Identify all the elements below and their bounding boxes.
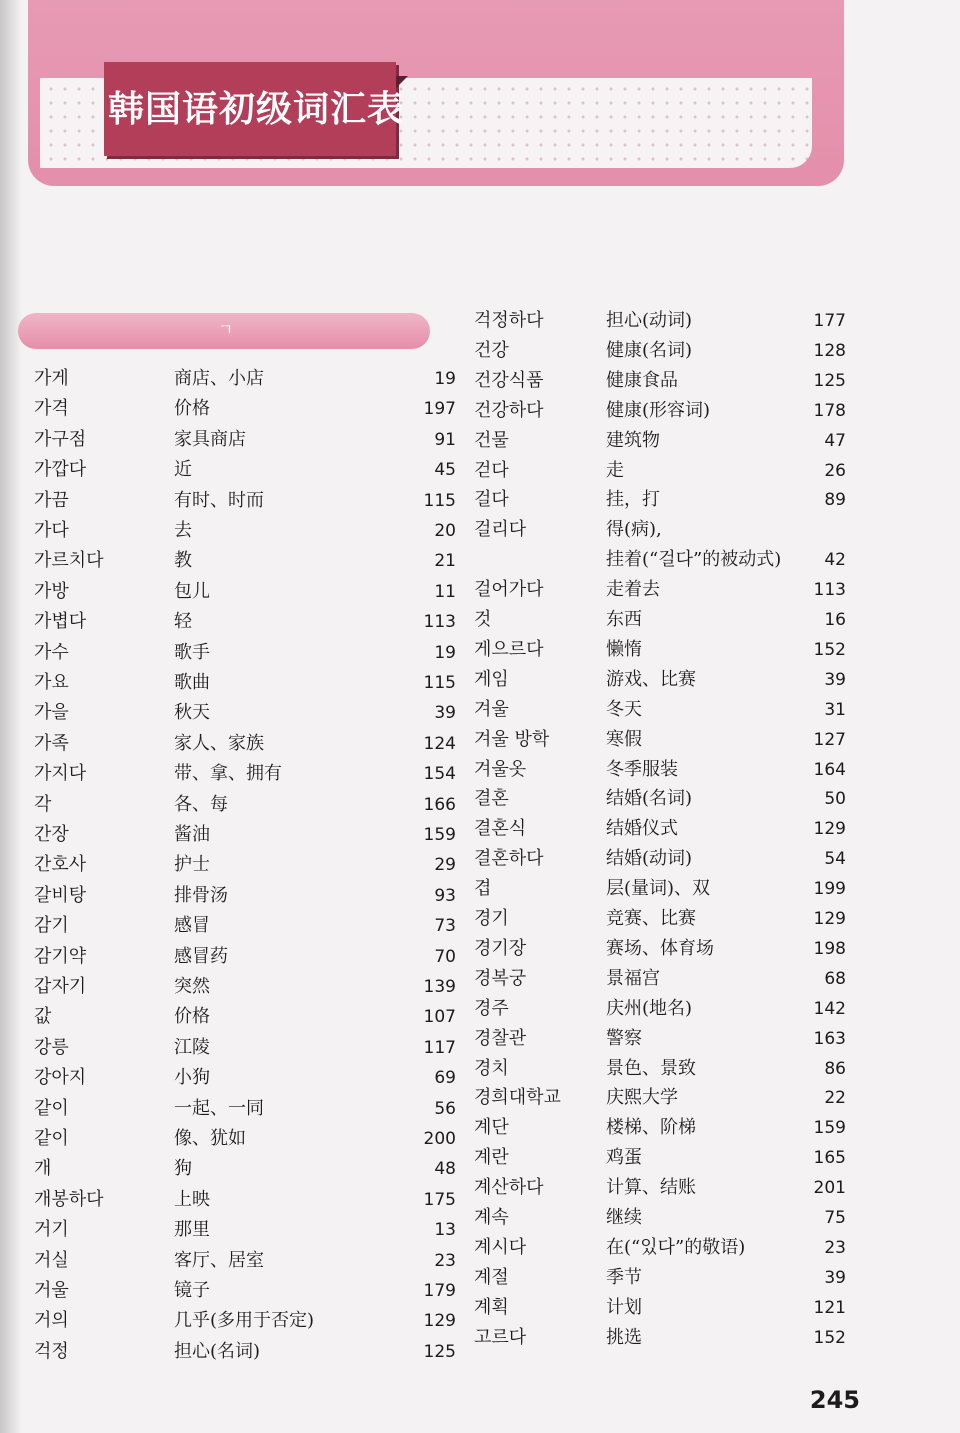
chinese-meaning: 健康(名词) [606,339,693,361]
chinese-meaning: 价格 [174,1006,210,1028]
chinese-meaning: 像、犹如 [174,1128,246,1149]
chinese-meaning: 一起、一同 [174,1097,264,1119]
word-entry [474,545,846,575]
chinese-meaning: 建筑物 [606,429,660,451]
page-reference: 165 [813,1148,846,1169]
word-entry [34,881,456,911]
chinese-meaning: 担心(名词) [174,1340,261,1362]
chinese-meaning: 客厅、居室 [174,1249,264,1271]
word-entry [474,725,846,755]
chinese-meaning: 季节 [606,1266,642,1288]
chinese-meaning: 几乎(多用于否定) [174,1310,315,1332]
korean-word: 걸어가다 [474,579,544,601]
korean-word: 거의 [34,1310,69,1332]
page-reference: 129 [813,909,846,929]
korean-word: 개봉하다 [34,1188,104,1210]
page-reference: 159 [423,825,456,845]
chinese-meaning: 结婚(动词) [606,848,693,870]
chinese-meaning: 上映 [174,1188,210,1210]
word-entry [474,336,846,366]
word-entry [474,456,846,486]
chinese-meaning: 担心(动词) [606,310,693,331]
word-entry [474,635,846,665]
word-entry [34,911,456,941]
korean-word: 경기 [474,908,509,929]
chinese-meaning: 近 [174,459,192,481]
word-entry [34,1094,456,1124]
korean-word: 가지다 [34,763,87,785]
chinese-meaning: 挑选 [606,1326,642,1348]
chinese-meaning: 冬天 [606,698,642,720]
word-entry [34,1337,456,1367]
chinese-meaning: 排骨汤 [174,884,228,906]
word-entry [474,665,846,695]
page-reference: 23 [434,1250,456,1271]
section-header-bar [18,313,430,349]
chinese-meaning: 寒假 [606,728,642,750]
word-entry [34,425,456,455]
word-entry [474,485,846,515]
korean-word: 가을 [34,702,69,724]
page-reference: 200 [423,1129,456,1149]
chinese-meaning: 感冒 [174,915,210,937]
word-entry [474,575,846,605]
page-reference: 152 [813,1327,846,1348]
page-reference: 197 [423,399,456,420]
page-reference: 39 [824,1267,846,1288]
page-reference: 69 [434,1068,456,1089]
korean-word: 결혼식 [474,818,527,840]
word-entry [34,516,456,546]
korean-word: 가깝다 [34,459,87,481]
korean-word: 가요 [34,672,69,693]
korean-word: 가끔 [34,489,69,511]
page-reference: 68 [824,968,846,989]
korean-word: 건강식품 [474,369,544,391]
page-reference: 125 [423,1341,456,1362]
word-entry [34,1276,456,1306]
page-reference: 20 [434,521,456,541]
word-entry [474,904,846,934]
korean-word: 거기 [34,1219,69,1241]
word-entry [474,605,846,635]
chinese-meaning: 江陵 [174,1036,210,1058]
word-entry [34,1063,456,1093]
word-entry [474,964,846,994]
chinese-meaning: 有时、时而 [174,489,264,511]
word-entry [474,1263,846,1293]
chinese-meaning: 镜子 [174,1280,210,1301]
korean-word: 계절 [474,1266,509,1288]
chinese-meaning: 歌手 [174,641,210,663]
page-reference: 125 [813,370,846,391]
chinese-meaning: 那里 [174,1219,210,1241]
word-entry [34,759,456,789]
korean-word: 값 [34,1006,52,1028]
page-reference: 31 [824,699,846,720]
korean-word: 건강하다 [474,399,544,421]
page-reference: 70 [434,946,456,967]
page-reference: 127 [813,729,846,750]
chinese-meaning: 包儿 [174,580,210,602]
chinese-meaning: 计划 [606,1296,642,1318]
page-reference: 19 [434,369,456,389]
chinese-meaning: 得(病), [606,519,662,541]
korean-word: 가르치다 [34,550,104,572]
page-reference: 179 [423,1281,456,1301]
chinese-meaning: 各、每 [174,793,228,815]
korean-word: 계산하다 [474,1177,544,1199]
word-entry [474,1143,846,1173]
chinese-meaning: 赛场、体育场 [606,937,714,959]
page-reference: 175 [423,1189,456,1210]
korean-word: 거울 [34,1280,69,1301]
chinese-meaning: 景色、景致 [606,1057,696,1079]
word-entry [34,364,456,394]
korean-word: 경기장 [474,937,527,959]
korean-word: 강아지 [34,1067,87,1089]
word-entry [34,1306,456,1336]
word-entry [34,942,456,972]
page-number: 245 [809,1386,860,1414]
korean-word: 간호사 [34,854,87,876]
word-entry [474,1083,846,1113]
chinese-meaning: 轻 [174,611,192,633]
page-reference: 73 [434,916,456,937]
word-entry [34,394,456,424]
word-entry [474,784,846,814]
korean-word: 경주 [474,997,509,1019]
page-reference: 124 [423,733,456,754]
korean-word: 갈비탕 [34,884,87,906]
word-entry [34,1033,456,1063]
page-reference: 39 [824,669,846,690]
page-reference: 26 [824,460,846,481]
word-entry [474,755,846,785]
chinese-meaning: 小狗 [174,1067,210,1089]
korean-word: 가게 [34,368,69,389]
page-reference: 75 [824,1208,846,1228]
chinese-meaning: 健康(形容词) [606,399,711,421]
page-reference: 39 [434,703,456,724]
word-entry [474,1203,846,1233]
page-reference: 56 [434,1098,456,1119]
word-entry [34,850,456,880]
page-reference: 13 [434,1220,456,1241]
word-entry [34,577,456,607]
korean-word: 겹 [474,878,492,900]
chinese-meaning: 警察 [606,1027,642,1049]
chinese-meaning: 走着去 [606,579,660,601]
word-entry [474,515,846,545]
page-reference: 86 [824,1058,846,1079]
korean-word: 가방 [34,580,69,602]
chinese-meaning: 家人、家族 [174,732,264,754]
page-reference: 178 [813,400,846,421]
korean-word: 개 [34,1158,52,1180]
korean-word: 같이 [34,1128,69,1149]
word-entry [34,1124,456,1154]
korean-word: 가구점 [34,428,87,450]
page-reference: 199 [813,879,846,900]
chinese-meaning: 家具商店 [174,428,246,450]
word-entry [474,1024,846,1054]
korean-word: 계단 [474,1117,509,1139]
page-reference: 113 [813,580,846,601]
korean-word: 계획 [474,1296,509,1318]
korean-word: 고르다 [474,1326,527,1348]
korean-word: 게임 [474,668,509,690]
word-entry [474,306,846,336]
chinese-meaning: 护士 [174,854,210,876]
page-reference: 50 [824,789,846,810]
page-reference: 91 [434,429,456,450]
word-entry [474,695,846,725]
chinese-meaning: 东西 [606,609,642,630]
page-reference: 163 [813,1028,846,1049]
korean-word: 건강 [474,339,509,361]
word-entry [34,729,456,759]
page-reference: 139 [423,977,456,997]
page-reference: 115 [423,673,456,693]
korean-word: 경희대학교 [474,1087,561,1109]
chinese-meaning: 在(“있다”的敬语) [606,1236,746,1258]
korean-word: 걷다 [474,459,509,481]
chinese-meaning: 景福宫 [606,967,660,989]
korean-word: 계시다 [474,1236,527,1258]
page-reference: 117 [423,1037,456,1058]
page-reference: 45 [434,460,456,481]
word-entry [34,1154,456,1184]
korean-word: 가다 [34,520,69,541]
chinese-meaning: 狗 [174,1158,192,1180]
word-entry [34,607,456,637]
chinese-meaning: 酱油 [174,824,210,845]
word-entry [474,1323,846,1353]
chinese-meaning: 层(量词)、双 [606,878,711,900]
page-reference: 152 [813,639,846,660]
korean-word: 감기약 [34,945,87,967]
chinese-meaning: 带、拿、拥有 [174,763,282,785]
chinese-meaning: 游戏、比赛 [606,668,696,690]
page-reference: 121 [813,1297,846,1318]
korean-word: 가족 [34,732,69,754]
page-reference: 201 [813,1178,846,1199]
chinese-meaning: 商店、小店 [174,368,264,389]
word-entry [474,1054,846,1084]
korean-word: 경복궁 [474,967,527,989]
chinese-meaning: 庆熙大学 [606,1087,678,1109]
page-reference: 198 [813,938,846,959]
word-entry [474,814,846,844]
page-reference: 42 [824,550,846,571]
word-entry [34,790,456,820]
chinese-meaning: 秋天 [174,702,210,724]
chinese-meaning: 歌曲 [174,672,210,693]
chinese-meaning: 懒惰 [606,638,642,660]
page-binding-shadow [0,0,22,1433]
korean-word: 가격 [34,398,69,420]
korean-word: 걱정하다 [474,310,544,331]
chinese-meaning: 教 [174,550,192,572]
korean-word: 거실 [34,1249,69,1271]
word-entry [34,638,456,668]
page-reference: 129 [423,1311,456,1332]
chinese-meaning: 冬季服装 [606,758,678,780]
page-reference: 54 [824,849,846,870]
chinese-meaning: 挂，打 [606,489,660,511]
page-reference: 47 [824,430,846,451]
chinese-meaning: 突然 [174,976,210,997]
korean-word: 걸다 [474,489,509,511]
chinese-meaning: 感冒药 [174,945,228,967]
word-entry [34,972,456,1002]
korean-word: 갑자기 [34,976,87,997]
word-entry [34,668,456,698]
word-entry [34,546,456,576]
page-reference: 11 [434,581,456,602]
chinese-meaning: 走 [606,459,624,481]
word-entry [474,1113,846,1143]
page-reference: 48 [434,1159,456,1180]
page-reference: 142 [813,998,846,1019]
chinese-meaning: 结婚仪式 [606,818,678,840]
chinese-meaning: 挂着(“걸다”的被动式) [606,549,782,571]
chinese-meaning: 楼梯、阶梯 [606,1117,696,1139]
korean-word: 계속 [474,1207,509,1228]
page-reference: 159 [813,1118,846,1139]
korean-word: 겨울 [474,698,509,720]
korean-word: 같이 [34,1097,69,1119]
chinese-meaning: 竞赛、比赛 [606,908,696,929]
korean-word: 걸리다 [474,519,527,541]
page-reference: 21 [434,551,456,572]
korean-word: 가수 [34,641,69,663]
page-reference: 107 [423,1007,456,1028]
page-reference: 113 [423,612,456,633]
chinese-meaning: 继续 [606,1207,642,1228]
korean-word: 경찰관 [474,1027,527,1049]
chinese-meaning: 庆州(地名) [606,997,693,1019]
page-reference: 93 [434,885,456,906]
word-entry [474,934,846,964]
page-reference: 19 [434,642,456,663]
word-entry [474,366,846,396]
korean-word: 것 [474,609,492,630]
korean-word: 감기 [34,915,69,937]
word-entry [474,994,846,1024]
word-entry [34,486,456,516]
chinese-meaning: 去 [174,520,192,541]
korean-word: 계란 [474,1147,509,1169]
chinese-meaning: 计算、结账 [606,1177,696,1199]
word-entry [474,1293,846,1323]
page-reference: 177 [813,311,846,331]
korean-word: 걱정 [34,1340,69,1362]
word-entry [474,1173,846,1203]
korean-word: 게으르다 [474,638,544,660]
korean-word: 겨울옷 [474,758,527,780]
korean-word: 결혼 [474,788,509,810]
chinese-meaning: 结婚(名词) [606,788,693,810]
korean-word: 각 [34,793,52,815]
page-reference: 16 [824,610,846,630]
word-entry [34,455,456,485]
word-entry [34,698,456,728]
page-reference: 154 [423,764,456,785]
page-reference: 115 [423,490,456,511]
word-entry [474,1233,846,1263]
page-reference: 166 [423,794,456,815]
korean-word: 간장 [34,824,69,845]
page-reference: 129 [813,819,846,840]
word-entry [34,1185,456,1215]
chinese-meaning: 价格 [174,398,210,420]
korean-word: 겨울 방학 [474,728,550,750]
word-entry [474,426,846,456]
chinese-meaning: 鸡蛋 [606,1147,642,1169]
word-entry [474,396,846,426]
page-title: 韩国语初级词汇表 [108,89,405,130]
word-entry [34,820,456,850]
page-reference: 128 [813,340,846,361]
word-entry [34,1215,456,1245]
korean-word: 경치 [474,1057,509,1079]
page-reference: 89 [824,490,846,511]
korean-word: 강릉 [34,1036,69,1058]
word-entry [474,844,846,874]
page-reference: 164 [813,759,846,780]
korean-word: 건물 [474,429,509,451]
chinese-meaning: 健康食品 [606,369,678,391]
word-entry [34,1246,456,1276]
korean-word: 결혼하다 [474,848,544,870]
korean-word: 가볍다 [34,611,87,633]
word-entry [34,1002,456,1032]
page-reference: 22 [824,1088,846,1109]
page-reference: 23 [824,1237,846,1258]
word-entry [474,874,846,904]
section-letter: ㄱ [218,320,234,339]
page-reference: 29 [434,855,456,876]
